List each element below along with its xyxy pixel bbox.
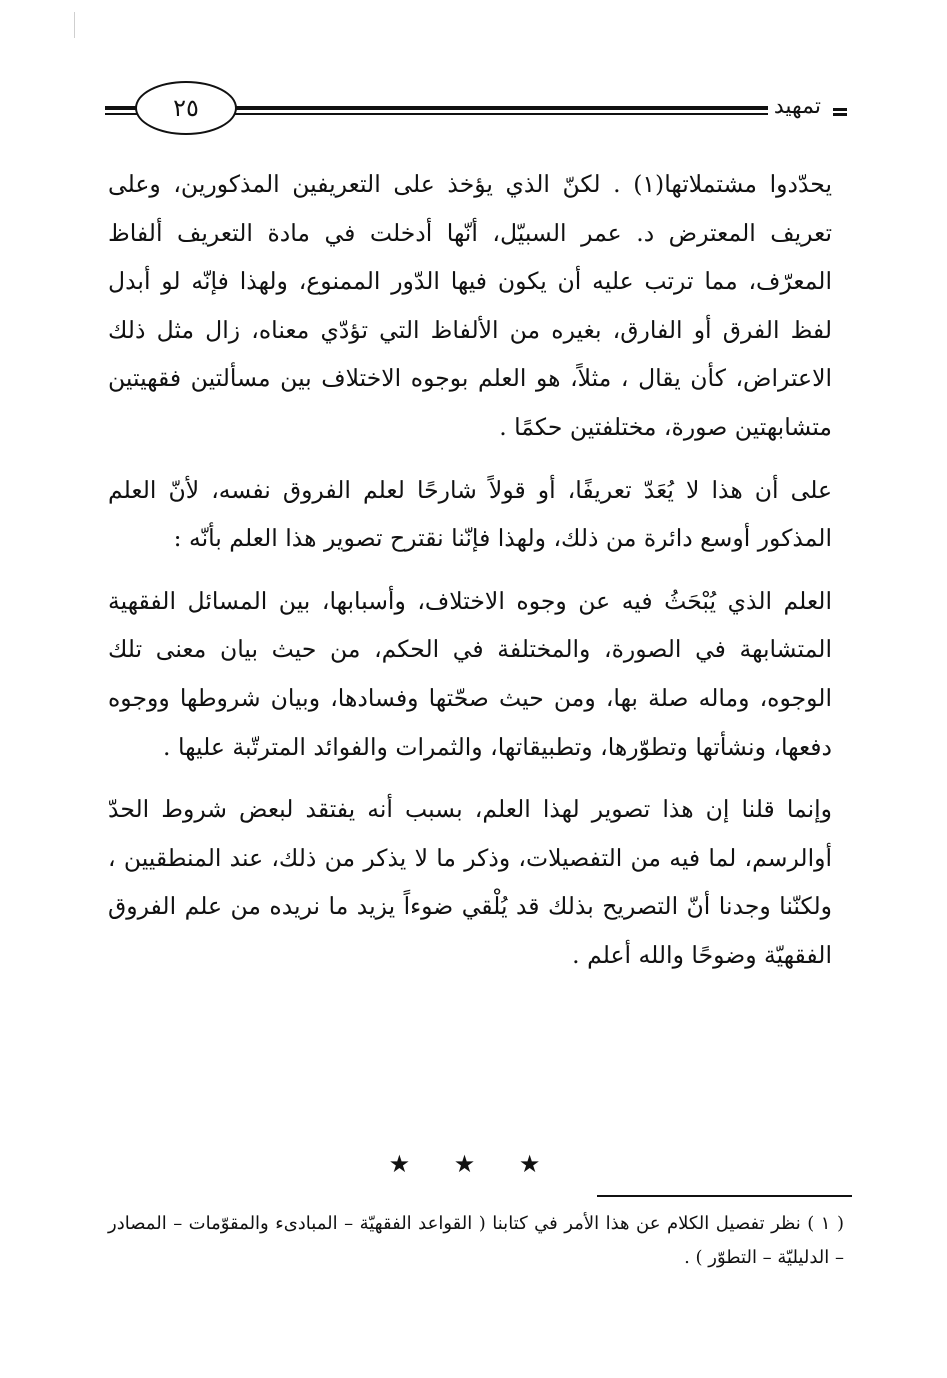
page-number: ٢٥ [173, 94, 199, 122]
footnote-rule [597, 1195, 852, 1197]
section-separator-stars: ★ ★ ★ [388, 1150, 559, 1178]
paragraph-4: وإنما قلنا إن هذا تصوير لهذا العلم، بسبب أنه يفتقد لبعض شروط الحدّ أوالرسم، لما فيه من التفصيلات، وذكر ما لا يذكر من ذلك، عند المنطقيين ، ولكنّنا وجدنا أنّ التصريح بذلك قد يُلْقي ضوءاً يزيد ما نريده من علم الفروق الفقهيّة وضوحًا والله أعلم . [108, 795, 832, 969]
paragraph-3: العلم الذي يُبْحَثُ فيه عن وجوه الاختلاف، وأسبابها، بين المسائل الفقهية المتشابهة في الصورة، والمختلفة في الحكم، من حيث بيان معنى تلك الوجوه، وماله صلة بها، ومن حيث صحّتها وفسادها، وبيان شروطها ووجوه دفعها، ونشأتها وتطوّرها، وتطبيقاتها، والثمرات والفوائد المترتّبة عليها . [108, 586, 832, 761]
page-header [105, 78, 847, 132]
page-number-oval [135, 81, 237, 135]
paragraph-1: يحدّدوا مشتملاتها(١) . لكنّ الذي يؤخذ على التعريفين المذكورين، وعلى تعريف المعترض د. عمر السبيّل، أنّها أدخلت في مادة التعريف ألفاظ المعرّف، مما ترتب عليه أن يكون فيها الدّور الممنوع، ولهذا فإنّه لو أبدل لفظ الفرق أو الفارق، بغيره من الألفاظ التي تؤدّي معناه، زال مثل ذلك الاعتراض، كأن يقال ، مثلاً، هو العلم بوجوه الاختلاف بين مسألتين فقهيتين متشابهتين صورة، مختلفتين حكمًا . [108, 170, 832, 441]
scan-edge-mark [74, 12, 75, 38]
main-text [108, 160, 832, 980]
footnote: ( ١ ) نظر تفصيل الكلام عن هذا الأمر في كتابنا ( القواعد الفقهيّة – المبادىء والمقوّمات – المصادر – الدليليّة – التطوّر ) . [108, 1213, 844, 1268]
header-rule-dash [833, 108, 847, 111]
running-title: تمهيد [768, 94, 827, 119]
paragraph-2: على أن هذا لا يُعَدّ تعريفًا، أو قولاً شارحًا لعلم الفروق نفسه، لأنّ العلم المذكور أوسع دائرة من ذلك، ولهذا فإنّنا نقترح تصوير هذا العلم بأنّه : [108, 475, 832, 553]
